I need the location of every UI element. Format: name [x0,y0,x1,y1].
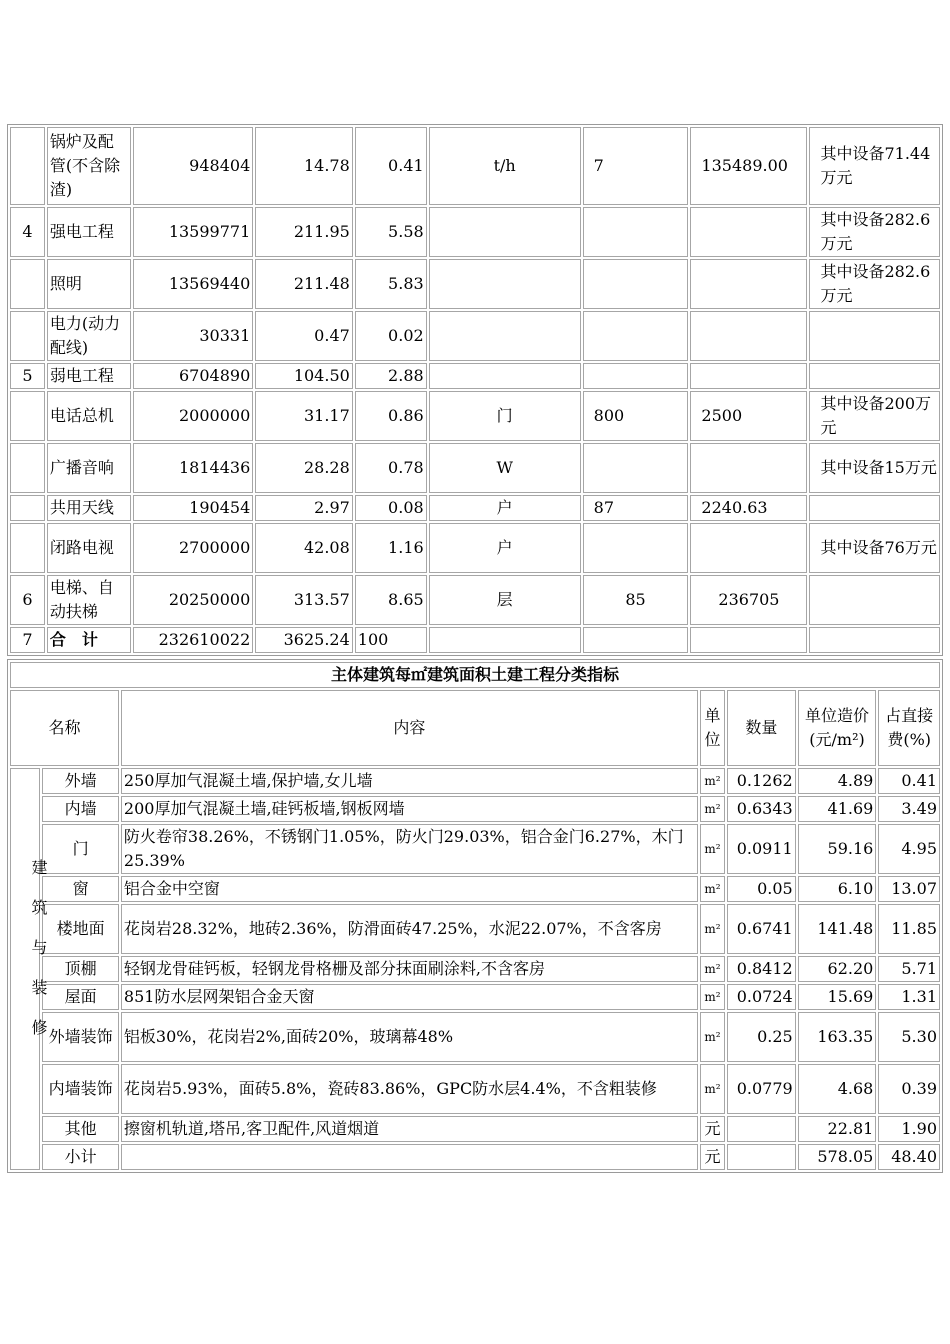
item-name: 电梯、自动扶梯 [47,575,131,625]
item-no [10,495,45,521]
quantity [583,207,689,257]
percent: 0.86 [355,391,427,441]
header-content: 内容 [121,690,698,766]
unit: 层 [429,575,581,625]
category-pct: 5.71 [878,956,940,982]
percent: 100 [355,627,427,653]
unit [429,363,581,389]
table-row [10,575,940,625]
cost-per-m2: 28.28 [255,443,353,493]
category-qty: 0.05 [727,876,796,902]
total-cost: 2000000 [133,391,253,441]
category-qty [727,1116,796,1142]
item-no [10,443,45,493]
unit [429,207,581,257]
table-row [10,1012,940,1062]
category-content: 250厚加气混凝土墙,保护墙,女儿墙 [121,768,698,794]
category-qty: 0.0724 [727,984,796,1010]
cost-per-m2: 211.48 [255,259,353,309]
quantity [583,311,689,361]
note: 其中设备76万元 [809,523,940,573]
category-unit: m² [700,984,725,1010]
note: 其中设备282.6万元 [809,259,940,309]
table-row [10,824,940,874]
table-row [10,876,940,902]
item-no: 5 [10,363,45,389]
quantity [583,523,689,573]
category-name: 外墙装饰 [42,1012,119,1062]
category-qty: 0.6343 [727,796,796,822]
cost-per-m2: 14.78 [255,127,353,205]
category-unit: m² [700,1064,725,1114]
unit-cost [690,311,807,361]
category-name: 屋面 [42,984,119,1010]
header-unit-cost: 单位造价(元/m²) [798,690,877,766]
cost-table-lower [7,659,943,1173]
percent: 0.02 [355,311,427,361]
note [809,495,940,521]
unit: 户 [429,495,581,521]
category-pct: 11.85 [878,904,940,954]
table-row [10,956,940,982]
table-row [10,363,940,389]
category-unit-cost: 578.05 [798,1144,877,1170]
category-name: 楼地面 [42,904,119,954]
percent: 0.78 [355,443,427,493]
category-name: 门 [42,824,119,874]
item-name: 闭路电视 [47,523,131,573]
category-unit-cost: 59.16 [798,824,877,874]
total-cost: 232610022 [133,627,253,653]
unit [429,627,581,653]
item-no: 7 [10,627,45,653]
table-row [10,904,940,954]
unit-cost: 2500 [690,391,807,441]
item-name: 锅炉及配管(不含除渣) [47,127,131,205]
percent: 0.41 [355,127,427,205]
category-unit: 元 [700,1144,725,1170]
table-header-row [10,690,940,766]
category-unit-cost: 62.20 [798,956,877,982]
total-cost: 30331 [133,311,253,361]
unit [429,259,581,309]
quantity: 87 [583,495,689,521]
item-no [10,391,45,441]
category-unit: m² [700,1012,725,1062]
total-cost: 2700000 [133,523,253,573]
item-name: 强电工程 [47,207,131,257]
unit-cost [690,523,807,573]
cost-per-m2: 211.95 [255,207,353,257]
cost-per-m2: 0.47 [255,311,353,361]
quantity [583,443,689,493]
table-row [10,984,940,1010]
header-qty: 数量 [727,690,796,766]
unit-cost [690,627,807,653]
category-unit-cost: 4.89 [798,768,877,794]
category-unit-cost: 141.48 [798,904,877,954]
category-content: 花岗岩28.32%，地砖2.36%，防滑面砖47.25%，水泥22.07%，不含客房 [121,904,698,954]
category-unit-cost: 15.69 [798,984,877,1010]
category-content: 花岗岩5.93%，面砖5.8%，瓷砖83.86%，GPC防水层4.4%，不含粗装修 [121,1064,698,1114]
category-pct: 1.31 [878,984,940,1010]
total-cost: 6704890 [133,363,253,389]
item-no [10,259,45,309]
unit-cost: 135489.00 [690,127,807,205]
total-cost: 13599771 [133,207,253,257]
cost-per-m2: 31.17 [255,391,353,441]
cost-per-m2: 42.08 [255,523,353,573]
quantity [583,259,689,309]
percent: 5.58 [355,207,427,257]
table-row-subtotal [10,1144,940,1170]
category-name: 内墙 [42,796,119,822]
percent: 8.65 [355,575,427,625]
percent: 5.83 [355,259,427,309]
category-content [121,1144,698,1170]
category-content: 851防水层网架铝合金天窗 [121,984,698,1010]
category-pct: 3.49 [878,796,940,822]
percent: 0.08 [355,495,427,521]
item-name: 共用天线 [47,495,131,521]
table-row-total [10,627,940,653]
category-content: 擦窗机轨道,塔吊,客卫配件,风道烟道 [121,1116,698,1142]
cost-per-m2: 3625.24 [255,627,353,653]
category-name: 内墙装饰 [42,1064,119,1114]
category-unit: 元 [700,1116,725,1142]
category-unit: m² [700,876,725,902]
unit: t/h [429,127,581,205]
category-content: 200厚加气混凝土墙,硅钙板墙,钢板网墙 [121,796,698,822]
table-row [10,1064,940,1114]
unit-cost [690,443,807,493]
unit-cost [690,259,807,309]
category-unit-cost: 22.81 [798,1116,877,1142]
note: 其中设备282.6万元 [809,207,940,257]
category-unit-cost: 41.69 [798,796,877,822]
quantity [583,627,689,653]
category-name: 其他 [42,1116,119,1142]
group-label [10,768,48,1170]
note [809,575,940,625]
category-name: 小计 [42,1144,119,1170]
note [809,311,940,361]
table-row [10,311,940,361]
category-pct: 13.07 [878,876,940,902]
item-no: 4 [10,207,45,257]
category-qty: 0.25 [727,1012,796,1062]
category-unit-cost: 4.68 [798,1064,877,1114]
table-row [10,391,940,441]
table-title: 主体建筑每㎡建筑面积土建工程分类指标 [10,662,940,688]
item-no: 6 [10,575,45,625]
category-pct: 1.90 [878,1116,940,1142]
category-unit: m² [700,824,725,874]
category-qty [727,1144,796,1170]
unit-cost [690,207,807,257]
item-name: 合 计 [47,627,131,653]
note: 其中设备15万元 [809,443,940,493]
category-pct: 48.40 [878,1144,940,1170]
category-unit-cost: 6.10 [798,876,877,902]
header-pct: 占直接费(%) [878,690,940,766]
category-unit: m² [700,768,725,794]
group-label-text: 建筑与装修 [29,859,48,1059]
item-no [10,127,45,205]
unit-cost: 236705 [690,575,807,625]
category-name: 顶棚 [42,956,119,982]
table-title-row [10,662,940,688]
unit [429,311,581,361]
item-no [10,523,45,573]
category-qty: 0.6741 [727,904,796,954]
category-unit: m² [700,796,725,822]
category-qty: 0.0779 [727,1064,796,1114]
cost-per-m2: 104.50 [255,363,353,389]
category-content: 轻钢龙骨硅钙板，轻钢龙骨格栅及部分抹面刷涂料,不含客房 [121,956,698,982]
item-no [10,311,45,361]
item-name: 照明 [47,259,131,309]
category-pct: 0.41 [878,768,940,794]
percent: 1.16 [355,523,427,573]
category-pct: 0.39 [878,1064,940,1114]
category-unit-cost: 163.35 [798,1012,877,1062]
item-name: 电力(动力配线) [47,311,131,361]
note [809,627,940,653]
total-cost: 1814436 [133,443,253,493]
total-cost: 190454 [133,495,253,521]
note: 其中设备200万元 [809,391,940,441]
category-qty: 0.8412 [727,956,796,982]
unit: 门 [429,391,581,441]
table-row [10,796,940,822]
item-name: 电话总机 [47,391,131,441]
cost-per-m2: 313.57 [255,575,353,625]
header-name: 名称 [10,690,119,766]
table-row [10,207,940,257]
table-row [10,127,940,205]
unit: W [429,443,581,493]
item-name: 广播音响 [47,443,131,493]
unit-cost: 2240.63 [690,495,807,521]
category-name: 窗 [42,876,119,902]
quantity: 800 [583,391,689,441]
category-content: 铝板30%，花岗岩2%,面砖20%，玻璃幕48% [121,1012,698,1062]
quantity: 7 [583,127,689,205]
category-unit: m² [700,904,725,954]
item-name: 弱电工程 [47,363,131,389]
table-row [10,523,940,573]
category-unit: m² [700,956,725,982]
cost-per-m2: 2.97 [255,495,353,521]
total-cost: 948404 [133,127,253,205]
category-pct: 4.95 [878,824,940,874]
table-row [10,259,940,309]
category-content: 防火卷帘38.26%，不锈钢门1.05%，防火门29.03%，铝合金门6.27%，木门25.39% [121,824,698,874]
percent: 2.88 [355,363,427,389]
category-pct: 5.30 [878,1012,940,1062]
header-unit: 单位 [700,690,725,766]
unit: 户 [429,523,581,573]
note: 其中设备71.44万元 [809,127,940,205]
table-row [10,1116,940,1142]
quantity [583,363,689,389]
cost-table-upper [7,124,943,656]
table-row [10,443,940,493]
category-qty: 0.1262 [727,768,796,794]
unit-cost [690,363,807,389]
category-content: 铝合金中空窗 [121,876,698,902]
table-row [10,768,940,794]
quantity: 85 [583,575,689,625]
note [809,363,940,389]
total-cost: 20250000 [133,575,253,625]
document-page [7,124,943,1173]
category-qty: 0.0911 [727,824,796,874]
category-name: 外墙 [42,768,119,794]
total-cost: 13569440 [133,259,253,309]
table-row [10,495,940,521]
